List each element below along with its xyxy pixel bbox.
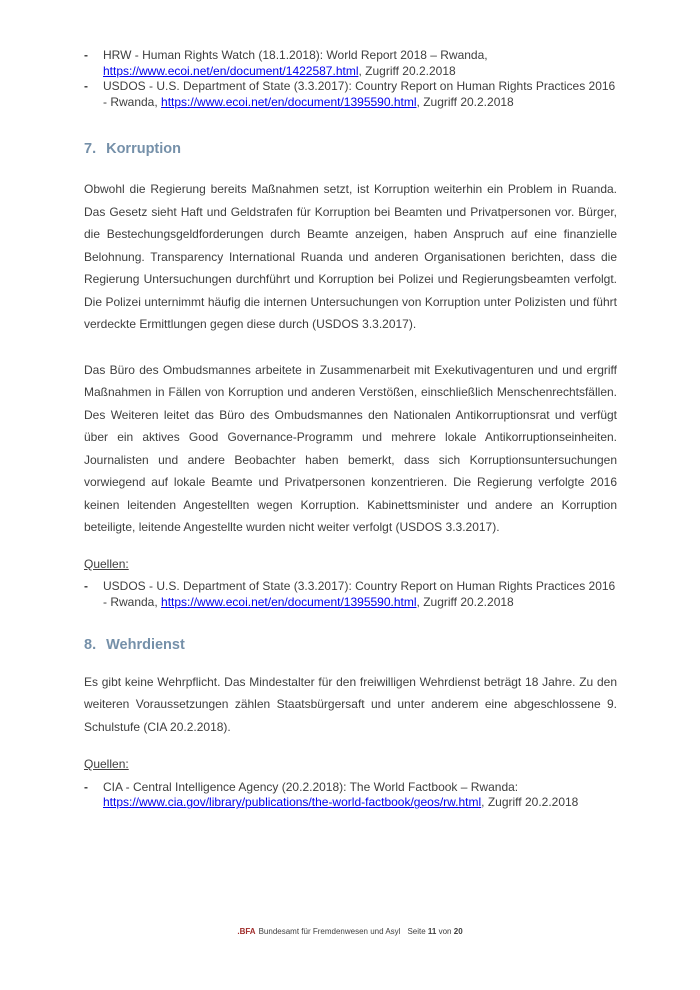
source-link[interactable]: https://www.ecoi.net/en/document/1395590.html [161,595,417,610]
footer-von-label: von [438,927,452,936]
list-item [84,48,617,79]
source-text: , Zugriff 20.2.2018 [481,795,579,810]
paragraph: Obwohl die Regierung bereits Maßnahmen setzt, ist Korruption weiterhin ein Problem in Ruanda. Das Gesetz sieht Haft und Geldstrafen für Korruption bei Beamten und Privatpersonen vor. Bürger, die Bestechungsgeldforderungen durch Beamte anzeigen, haben Anspruch auf eine finanzielle Belohnung. Transparency International Ruanda und anderen Organisationen berichten, dass die Regierung Untersuchungen durchführt und Korruption bei Polizei und Regierungsbeamten verfolgt. Die Polizei unternimmt häufig die internen Untersuchungen von Korruption unter Polizisten und führt verdeckte Ermittlungen gegen diese durch (USDOS 3.3.2017). [84,182,617,332]
section-number: 7. [84,141,97,158]
list-item [84,79,617,110]
section-number: 8. [84,636,97,653]
source-link[interactable]: https://www.ecoi.net/en/document/1422587.html [103,63,359,78]
footer-page-label: Seite [407,927,426,936]
source-entry [103,48,617,79]
source-link[interactable]: https://www.cia.gov/library/publications/the-world-factbook/geos/rw.html [103,795,482,810]
source-entry [103,79,617,110]
page-footer [0,926,700,937]
section-7-source-list [84,579,617,610]
list-item [84,780,617,811]
source-text: USDOS - U.S. Department of State (3.3.2017): Country Report on Human Rights Practices 2016 - Rwanda, [103,79,616,109]
section-7-heading [84,141,617,158]
bullet-dash: - [84,48,88,62]
top-source-list [84,48,617,110]
source-link[interactable]: https://www.ecoi.net/en/document/1395590.html [161,94,417,109]
section-title: Wehrdienst [106,636,185,653]
source-text: , Zugriff 20.2.2018 [416,94,514,109]
section-8-source-list [84,780,617,811]
quellen-label: Quellen: [84,757,129,772]
source-text: , Zugriff 20.2.2018 [358,63,456,78]
bullet-dash: - [84,779,88,794]
source-text: USDOS - U.S. Department of State (3.3.2017): Country Report on Human Rights Practices 2016 - Rwanda, [103,579,616,610]
list-item [84,579,617,610]
footer-page-current: 11 [427,927,437,936]
section-8-heading [84,637,617,654]
footer-org-name: Bundesamt für Fremdenwesen und Asyl [258,927,401,936]
bullet-dash: - [84,579,88,594]
paragraph: Das Büro des Ombudsmannes arbeitete in Zusammenarbeit mit Exekutivagenturen und und ergriff Maßnahmen in Fällen von Korruption und anderen Verstößen, einschließlich Menschenrechtsfällen. Des Weiteren leitet das Büro des Ombudsmannes den Nationalen Antikorruptionsrat und verfügt über ein aktives Good Governance-Programm und mehrere lokale Antikorruptionseinheiten. Journalisten und andere Beobachter haben bemerkt, dass sich Korruptionsuntersuchungen vorwiegend auf lokale Beamte und Privatpersonen konzentrieren. Die Regierung verfolgte 2016 keinen leitenden Angestellten wegen Korruption. Kabinettsminister und andere an Korruption beteiligte, leitende Angestellte wurden nicht weiter verfolgt (USDOS 3.3.2017). [84,362,617,535]
paragraph: Es gibt keine Wehrpflicht. Das Mindestalter für den freiwilligen Wehrdienst beträgt 18 Jahre. Zu den weiteren Voraussetzungen zählen Staatsbürgersaft und unter anderem eine abgeschlossene 9. Schulstufe (CIA 20.2.2018). [84,674,617,734]
bullet-dash: - [84,79,88,94]
source-entry [103,780,617,811]
quellen-label: Quellen: [84,556,129,571]
source-text: CIA - Central Intelligence Agency (20.2.2018): The World Factbook – Rwanda: [103,779,519,794]
footer-page-total: 20 [453,927,463,936]
source-text: HRW - Human Rights Watch (18.1.2018): World Report 2018 – Rwanda, [103,48,488,62]
bfa-logo-text: .BFA [237,927,256,936]
section-title: Korruption [106,141,181,158]
source-entry [103,579,617,610]
source-text: , Zugriff 20.2.2018 [416,595,514,610]
